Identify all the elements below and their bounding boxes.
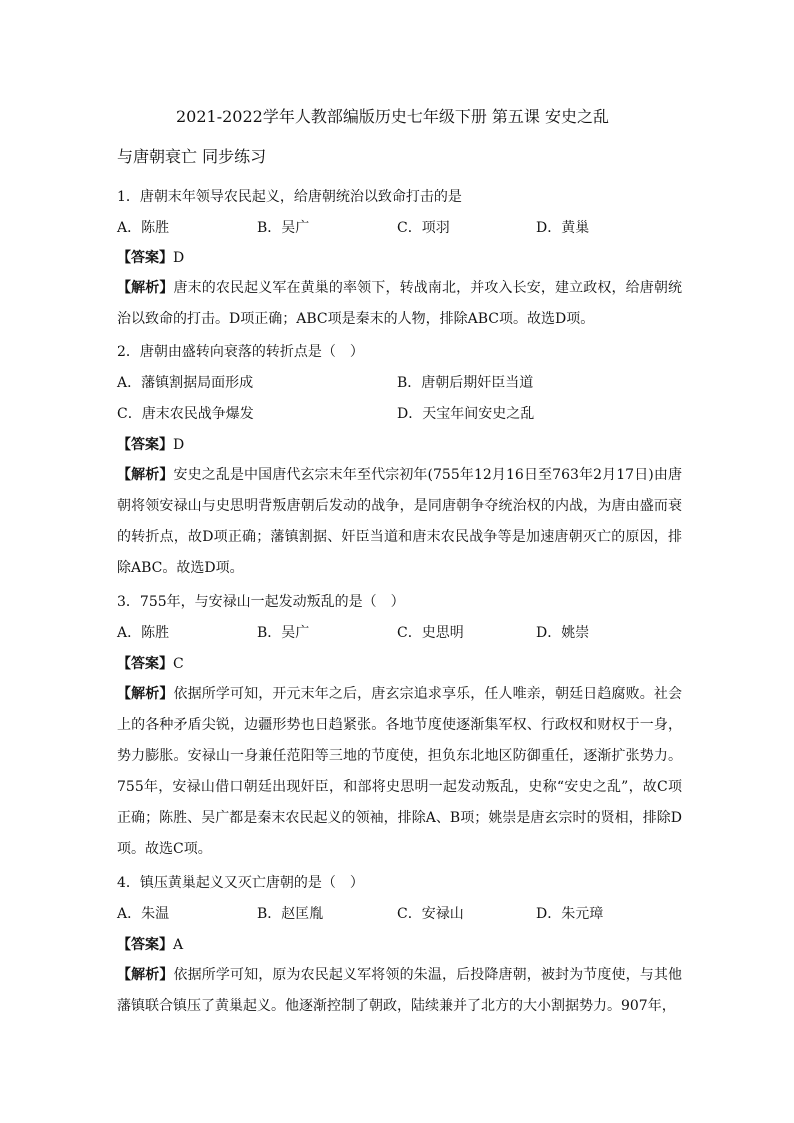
question-4-option-c: C．安禄山 — [397, 906, 464, 922]
question-3-option-d: D．姚崇 — [536, 625, 590, 641]
analysis-label: 【解析】 — [117, 467, 174, 483]
question-1-analysis — [117, 273, 682, 335]
question-2-answer — [117, 435, 184, 455]
answer-value: A — [173, 937, 184, 953]
analysis-label: 【解析】 — [117, 967, 174, 983]
analysis-text: 依据所学可知，原为农民起义军将领的朱温，后投降唐朝，被封为节度使，与其他藩镇联合镇压了黄巢起义。他逐渐控制了朝政，陆续兼并了北方的大小割据势力。907年， — [117, 967, 683, 1014]
question-4-option-a: A．朱温 — [117, 906, 170, 922]
question-1-option-c: C．项羽 — [397, 220, 450, 236]
question-3-option-c: C．史思明 — [397, 625, 464, 641]
question-4-option-b: B．赵匡胤 — [257, 906, 324, 922]
analysis-label: 【解析】 — [117, 280, 174, 296]
question-2-option-a: A．藩镇割据局面形成 — [117, 375, 254, 391]
analysis-label: 【解析】 — [117, 686, 174, 702]
question-3-stem: 3．755年，与安禄山一起发动叛乱的是（ ） — [117, 594, 405, 610]
question-2-stem: 2．唐朝由盛转向衰落的转折点是（ ） — [117, 344, 364, 360]
answer-value: D — [173, 437, 185, 453]
question-1-answer — [117, 248, 184, 268]
answer-label: 【答案】 — [117, 250, 173, 266]
question-2-option-b: B．唐朝后期奸臣当道 — [397, 375, 534, 391]
document-title-line-1: 2021-2022学年人教部编版历史七年级下册 第五课 安史之乱 — [176, 107, 610, 126]
analysis-text: 唐末的农民起义军在黄巢的率领下，转战南北，并攻入长安，建立政权，给唐朝统治以致命的打击。D项正确；ABC项是秦末的人物，排除ABC项。故选D项。 — [117, 280, 683, 327]
question-3-option-a: A．陈胜 — [117, 625, 170, 641]
answer-label: 【答案】 — [117, 437, 173, 453]
answer-label: 【答案】 — [117, 656, 173, 672]
answer-value: C — [173, 656, 184, 672]
question-3-answer — [117, 654, 184, 674]
answer-label: 【答案】 — [117, 937, 173, 953]
question-1-stem: 1．唐朝末年领导农民起义，给唐朝统治以致命打击的是 — [117, 189, 462, 205]
question-1-option-b: B．吴广 — [257, 220, 310, 236]
question-4-analysis — [117, 960, 682, 1022]
answer-value: D — [173, 250, 185, 266]
question-2-analysis — [117, 460, 682, 584]
analysis-text: 安史之乱是中国唐代玄宗末年至代宗初年(755年12月16日至763年2月17日)由唐朝将领安禄山与史思明背叛唐朝后发动的战争，是同唐朝争夺统治权的内战，为唐由盛而衰的转折点，故D项正确；藩镇割据、奸臣当道和唐末农民战争等是加速唐朝灭亡的原因，排除ABC。故选D项。 — [117, 467, 683, 576]
document-title-line-2: 与唐朝衰亡 同步练习 — [117, 147, 267, 166]
question-1-option-a: A．陈胜 — [117, 220, 170, 236]
question-3-option-b: B．吴广 — [257, 625, 310, 641]
question-2-option-d: D．天宝年间安史之乱 — [397, 406, 535, 422]
question-4-answer — [117, 935, 183, 955]
question-4-option-d: D．朱元璋 — [536, 906, 604, 922]
question-3-analysis — [117, 679, 682, 865]
analysis-text: 依据所学可知，开元末年之后，唐玄宗追求享乐，任人唯亲，朝廷日趋腐败。社会上的各种矛盾尖锐，边疆形势也日趋紧张。各地节度使逐渐集军权、行政权和财权于一身，势力膨胀。安禄山一身兼任范阳等三地的节度使，担负东北地区防御重任，逐渐扩张势力。755年，安禄山借口朝廷出现奸臣，和部将史思明一起发动叛乱，史称“安史之乱”，故C项正确；陈胜、吴广都是秦末农民起义的领袖，排除A、B项；姚崇是唐玄宗时的贤相，排除D项。故选C项。 — [117, 686, 683, 857]
question-2-option-c: C．唐末农民战争爆发 — [117, 406, 254, 422]
question-1-option-d: D．黄巢 — [536, 220, 590, 236]
question-4-stem: 4．镇压黄巢起义又灭亡唐朝的是（ ） — [117, 875, 364, 891]
